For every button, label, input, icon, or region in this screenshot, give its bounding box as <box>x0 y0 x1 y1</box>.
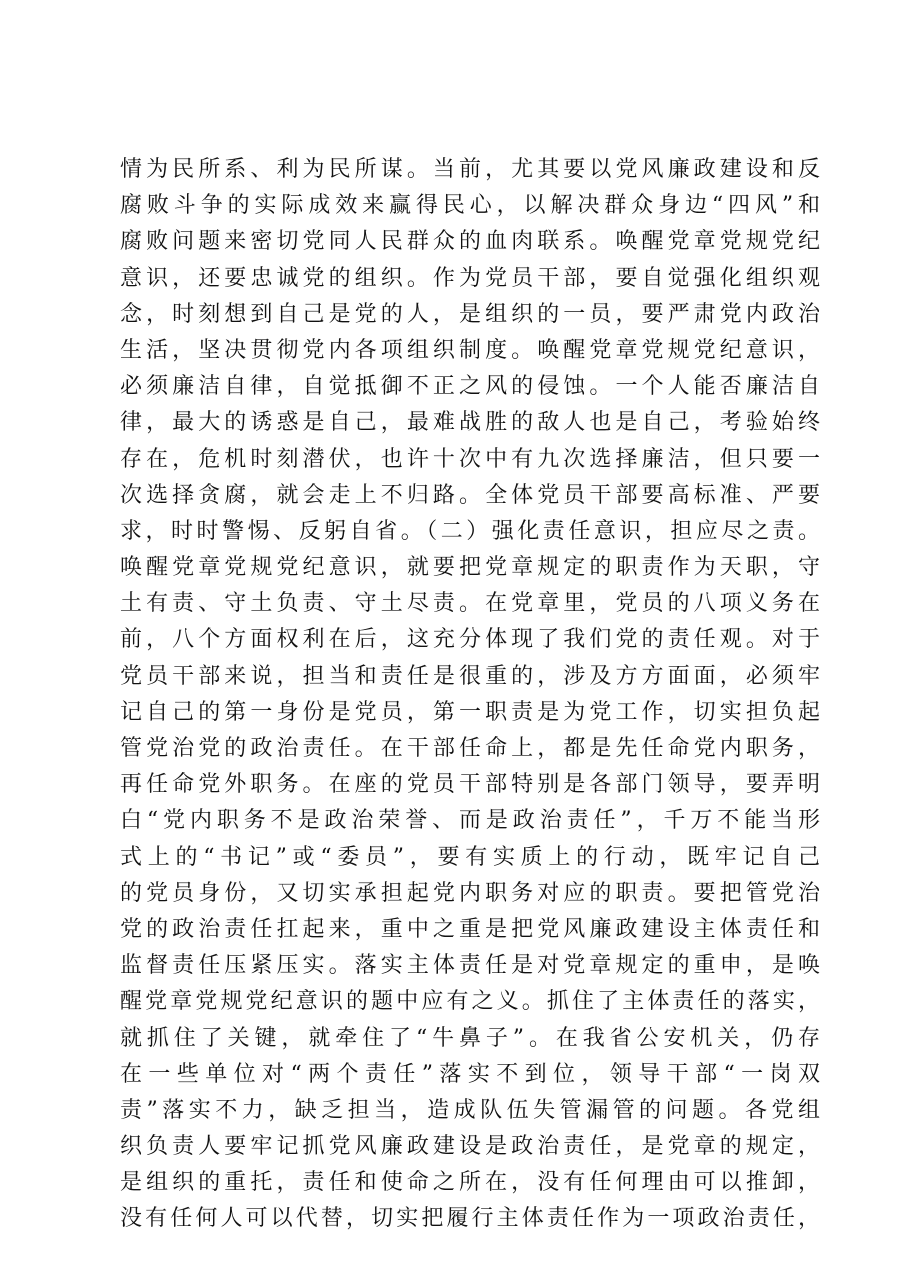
text-line: 求，时时警惕、反躬自省。（二）强化责任意识，担应尽之责。 <box>120 518 820 544</box>
text-line: 的党员身份，又切实承担起党内职务对应的职责。要把管党治 <box>120 880 820 906</box>
text-line: 意识，还要忠诚党的组织。作为党员干部，要自觉强化组织观 <box>120 265 820 291</box>
text-line: 记自己的第一身份是党员，第一职责是为党工作，切实担负起 <box>120 699 820 725</box>
text-line: 就抓住了关键，就牵住了“牛鼻子”。在我省公安机关，仍存 <box>120 1025 820 1051</box>
text-line: 管党治党的政治责任。在干部任命上，都是先任命党内职务， <box>120 736 820 761</box>
text-line: 党的政治责任扛起来，重中之重是把党风廉政建设主体责任和 <box>120 916 820 942</box>
text-line: 唤醒党章党规党纪意识，就要把党章规定的职责作为天职，守 <box>120 555 820 581</box>
body-text <box>120 152 820 1238</box>
text-line: 白“党内职务不是政治荣誉、而是政治责任”，千万不能当形 <box>120 808 820 834</box>
text-line: 党员干部来说，担当和责任是很重的，涉及方方面面，必须牢 <box>120 663 820 689</box>
text-line: 在一些单位对“两个责任”落实不到位，领导干部“一岗双 <box>120 1061 820 1087</box>
text-line: 腐败斗争的实际成效来赢得民心，以解决群众身边“四风”和 <box>120 193 820 219</box>
text-line: 腐败问题来密切党同人民群众的血肉联系。唤醒党章党规党纪 <box>120 229 820 255</box>
text-line: 织负责人要牢记抓党风廉政建设是政治责任，是党章的规定， <box>120 1134 820 1160</box>
text-line: 生活，坚决贯彻党内各项组织制度。唤醒党章党规党纪意识， <box>120 337 820 363</box>
text-line: 情为民所系、利为民所谋。当前，尤其要以党风廉政建设和反 <box>120 157 820 182</box>
text-line: 式上的“书记”或“委员”，要有实质上的行动，既牢记自己 <box>120 844 820 870</box>
text-line: 监督责任压紧压实。落实主体责任是对党章规定的重申，是唤 <box>120 953 820 979</box>
text-line: 没有任何人可以代替，切实把履行主体责任作为一项政治责任， <box>120 1206 820 1232</box>
text-line: 土有责、守土负责、守土尽责。在党章里，党员的八项义务在 <box>120 591 820 617</box>
text-line: 是组织的重托，责任和使命之所在，没有任何理由可以推卸， <box>120 1170 820 1196</box>
text-line: 必须廉洁自律，自觉抵御不正之风的侵蚀。一个人能否廉洁自 <box>120 374 820 400</box>
text-line: 律，最大的诱惑是自己，最难战胜的敌人也是自己，考验始终 <box>120 410 820 436</box>
text-line: 醒党章党规党纪意识的题中应有之义。抓住了主体责任的落实， <box>120 989 820 1015</box>
text-line: 前，八个方面权利在后，这充分体现了我们党的责任观。对于 <box>120 627 820 653</box>
text-line: 次选择贪腐，就会走上不归路。全体党员干部要高标准、严要 <box>120 482 820 508</box>
text-line: 念，时刻想到自己是党的人，是组织的一员，要严肃党内政治 <box>120 301 820 327</box>
text-line: 责”落实不力，缺乏担当，造成队伍失管漏管的问题。各党组 <box>120 1097 820 1123</box>
text-line: 再任命党外职务。在座的党员干部特别是各部门领导，要弄明 <box>120 772 820 798</box>
text-line: 存在，危机时刻潜伏，也许十次中有九次选择廉洁，但只要一 <box>120 446 820 472</box>
